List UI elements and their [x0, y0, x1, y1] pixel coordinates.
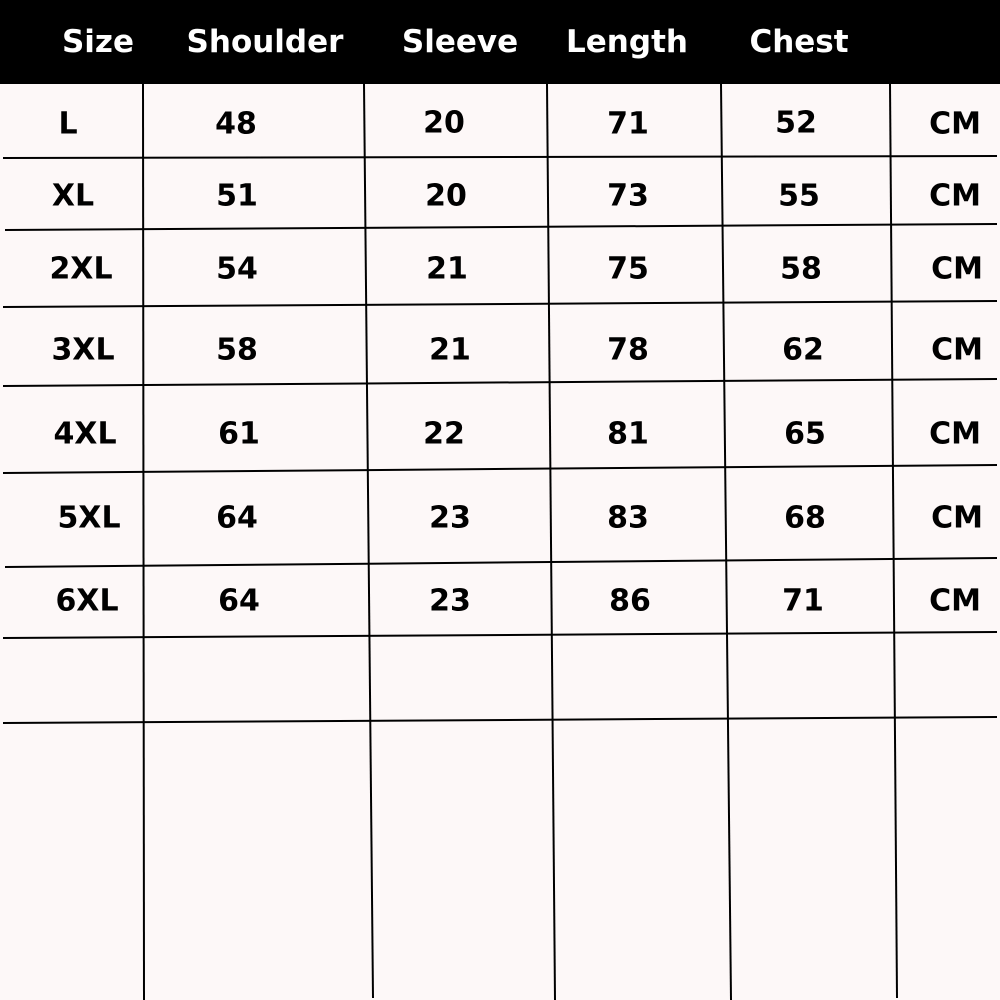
cell-unit: CM: [929, 416, 981, 452]
header-length: Length: [566, 24, 688, 60]
cell-length: 86: [609, 583, 651, 619]
cell-sleeve: 22: [423, 416, 465, 452]
cell-size: 5XL: [57, 500, 121, 536]
cell-shoulder: 64: [218, 583, 260, 619]
row-divider: [5, 558, 997, 567]
cell-unit: CM: [931, 332, 983, 368]
row-divider: [5, 224, 997, 230]
cell-length: 75: [607, 251, 649, 287]
cell-unit: CM: [929, 583, 981, 619]
cell-shoulder: 48: [215, 106, 257, 142]
column-divider: [143, 84, 144, 1000]
cell-chest: 71: [782, 583, 824, 619]
cell-size: 2XL: [49, 251, 113, 287]
row-divider: [3, 717, 997, 723]
cell-size: XL: [51, 178, 95, 214]
cell-chest: 52: [775, 105, 817, 141]
cell-unit: CM: [929, 178, 981, 214]
cell-size: 3XL: [51, 332, 115, 368]
cell-chest: 65: [784, 416, 826, 452]
cell-sleeve: 20: [425, 178, 467, 214]
row-divider: [3, 632, 997, 638]
cell-size: 6XL: [55, 583, 119, 619]
cell-chest: 55: [778, 178, 820, 214]
cell-length: 71: [607, 106, 649, 142]
cell-unit: CM: [931, 500, 983, 536]
cell-chest: 58: [780, 251, 822, 287]
cell-sleeve: 21: [429, 332, 471, 368]
cell-shoulder: 61: [218, 416, 260, 452]
header-size: Size: [61, 24, 135, 60]
row-divider: [3, 156, 997, 158]
cell-unit: CM: [929, 106, 981, 142]
column-divider: [547, 84, 555, 1000]
column-divider: [364, 84, 373, 998]
row-divider: [3, 465, 997, 473]
column-divider: [890, 84, 897, 998]
cell-chest: 62: [782, 332, 824, 368]
cell-length: 73: [607, 178, 649, 214]
cell-size: 4XL: [53, 416, 117, 452]
cell-sleeve: 21: [426, 251, 468, 287]
header-shoulder: Shoulder: [186, 24, 344, 60]
column-divider: [721, 84, 731, 1000]
cell-length: 83: [607, 500, 649, 536]
cell-sleeve: 23: [429, 583, 471, 619]
header-sleeve: Sleeve: [401, 24, 519, 60]
cell-shoulder: 58: [216, 332, 258, 368]
header-chest: Chest: [749, 24, 849, 60]
row-divider: [3, 379, 997, 386]
row-divider: [3, 301, 997, 307]
cell-unit: CM: [931, 251, 983, 287]
cell-chest: 68: [784, 500, 826, 536]
cell-sleeve: 20: [423, 105, 465, 141]
cell-shoulder: 64: [216, 500, 258, 536]
cell-shoulder: 51: [216, 178, 258, 214]
cell-shoulder: 54: [216, 251, 258, 287]
cell-size: L: [58, 106, 78, 142]
cell-sleeve: 23: [429, 500, 471, 536]
cell-length: 78: [607, 332, 649, 368]
cell-length: 81: [607, 416, 649, 452]
